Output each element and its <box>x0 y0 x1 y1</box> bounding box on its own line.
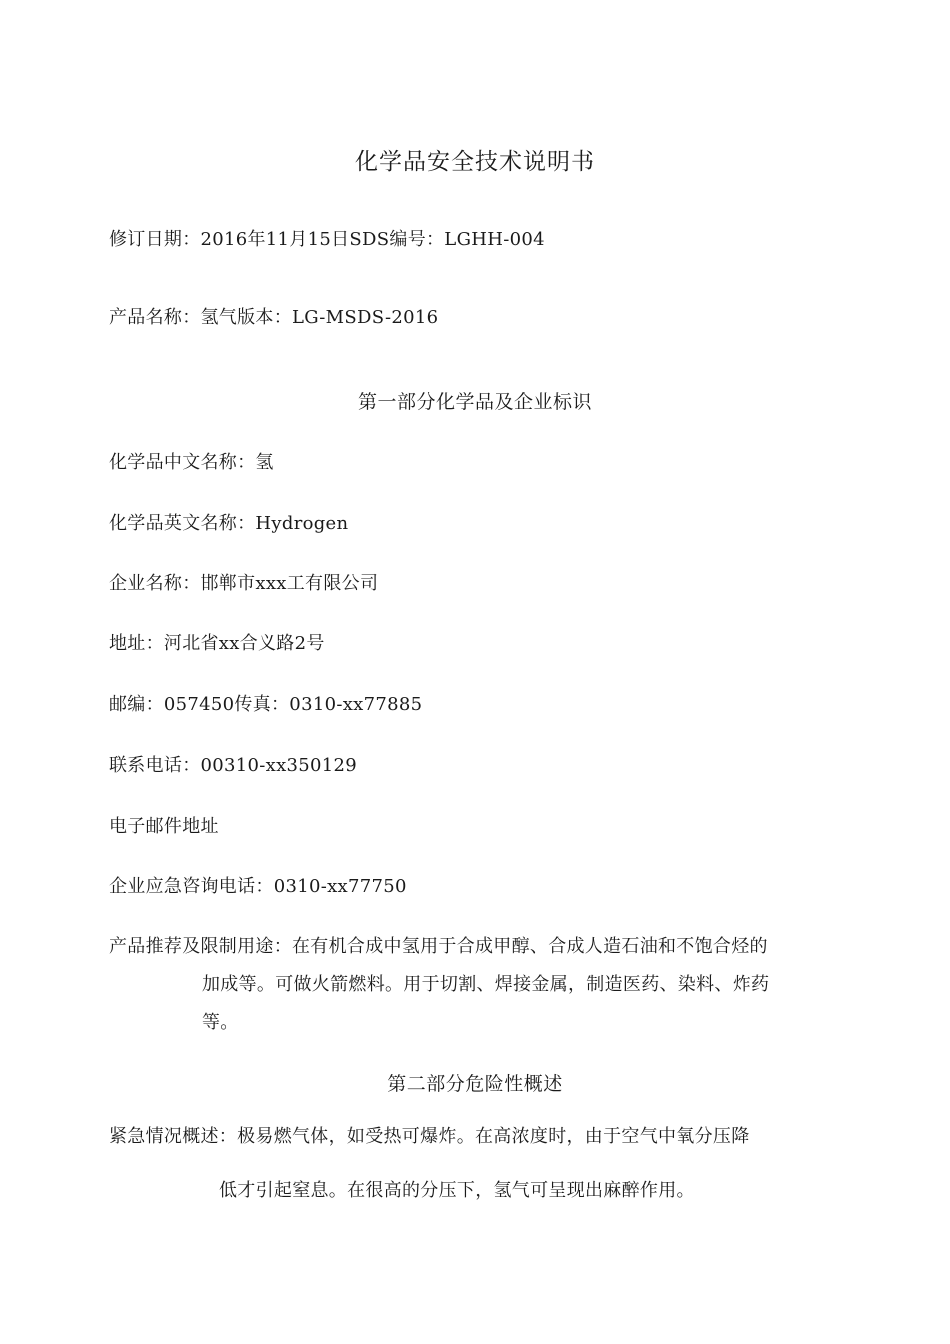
contact-phone: 联系电话：00310-xx350129 <box>109 755 358 776</box>
chemical-en-name: 化学品英文名称：Hydrogen <box>109 513 349 534</box>
emergency-overview-line-2: 低才引起窒息。在很高的分压下，氢气可呈现出麻醉作用。 <box>219 1180 695 1201</box>
revision-line: 修订日期：2016年11月15日SDS编号：LGHH-004 <box>109 229 545 250</box>
uses-line-2: 加成等。可做火箭燃料。用于切割、焊接金属，制造医药、染料、炸药 <box>202 974 770 995</box>
postal-fax: 邮编：057450传真：0310-xx77885 <box>109 694 423 715</box>
email-address: 电子邮件地址 <box>109 816 219 837</box>
part1-heading: 第一部分化学品及企业标识 <box>357 391 592 413</box>
document-title: 化学品安全技术说明书 <box>355 149 595 175</box>
company-address: 地址：河北省xx合义路2号 <box>109 633 325 654</box>
uses-line-1: 产品推荐及限制用途：在有机合成中氢用于合成甲醇、合成人造石油和不饱合烃的 <box>109 936 768 957</box>
chemical-cn-name: 化学品中文名称：氢 <box>109 452 274 473</box>
product-line: 产品名称：氢气版本：LG-MSDS-2016 <box>109 307 439 328</box>
emergency-phone: 企业应急咨询电话：0310-xx77750 <box>109 876 407 897</box>
part2-heading: 第二部分危险性概述 <box>387 1073 563 1095</box>
uses-line-3: 等。 <box>202 1012 239 1033</box>
emergency-overview-line-1: 紧急情况概述：极易燃气体，如受热可爆炸。在高浓度时，由于空气中氧分压降 <box>109 1126 750 1147</box>
company-name: 企业名称：邯郸市xxx工有限公司 <box>109 573 379 594</box>
